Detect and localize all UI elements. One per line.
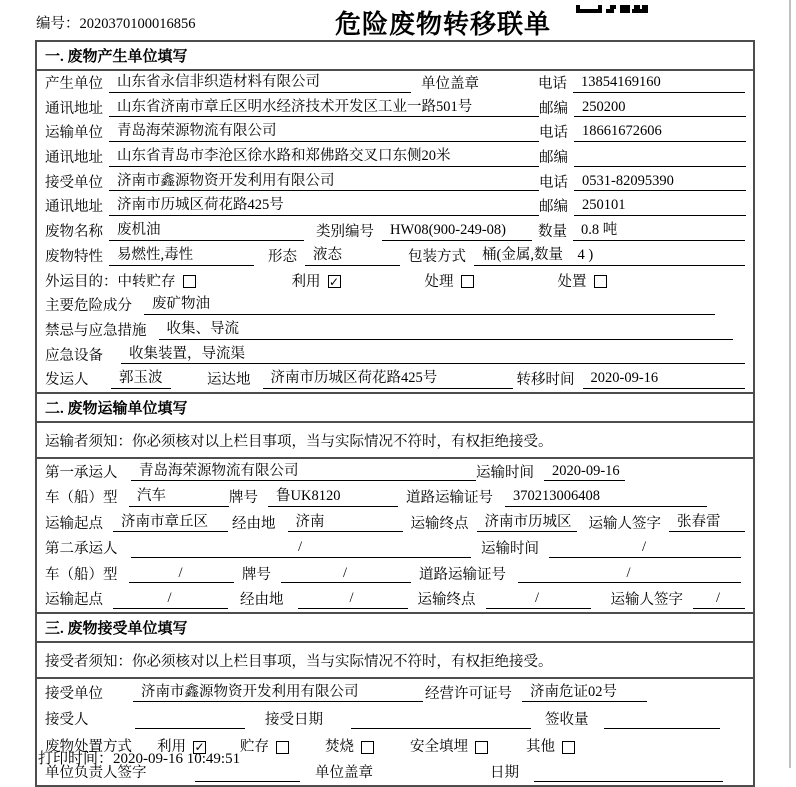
quantity-label: 数量 <box>538 224 567 241</box>
carrier2-value: / <box>131 539 471 558</box>
destination-label: 运达地 <box>207 372 251 389</box>
plate-label: 牌号 <box>229 490 258 507</box>
seal-label: 单位盖章 <box>421 76 479 93</box>
row-route2 <box>37 586 753 612</box>
received-qty-value <box>604 727 721 729</box>
accept-date-value <box>351 727 531 729</box>
field-label: 接受单位 <box>45 685 103 702</box>
disposal-option-other <box>526 739 575 756</box>
zip-label: 邮编 <box>539 150 568 167</box>
checkbox-incinerate-icon <box>361 741 374 754</box>
plate-value: / <box>281 565 411 584</box>
field-label: 废物特性 <box>45 248 103 265</box>
business-license-label: 经营许可证号 <box>425 685 512 702</box>
field-label: 废物名称 <box>45 224 103 241</box>
field-label: 第二承运人 <box>45 541 118 558</box>
disposal-label: 废物处置方式 <box>45 738 132 755</box>
route2-start-value: / <box>113 590 228 609</box>
purpose-label: 外运目的： <box>45 273 118 290</box>
road-license-label: 道路运输证号 <box>406 490 493 507</box>
option-label: 焚烧 <box>325 738 354 755</box>
form-value: 液态 <box>305 247 400 266</box>
field-label: 车（船）型 <box>45 490 118 507</box>
row-route1 <box>37 510 753 536</box>
field-label: 通讯地址 <box>45 199 103 216</box>
receiver-zip-value: 250101 <box>574 197 746 216</box>
checkbox-other-icon <box>562 741 575 754</box>
print-time-label: 打印时间： <box>38 751 114 767</box>
row-transport-address <box>37 145 753 170</box>
packing-label: 包装方式 <box>408 248 466 265</box>
section-receiver-title: 三. 废物接受单位填写 <box>37 614 753 643</box>
carrier-sign-value: 张春雷 <box>669 514 745 533</box>
accept-person-value <box>135 727 245 729</box>
accept-date-label: 接受日期 <box>265 712 323 729</box>
route-end-label: 运输终点 <box>410 515 469 532</box>
row-hazard-components <box>37 293 753 318</box>
producer-unit-value: 山东省永信非织造材料有限公司 <box>109 74 411 93</box>
field-label: 运输起点 <box>45 515 103 532</box>
carrier2-time-value: / <box>549 539 741 558</box>
row-accept-unit <box>37 679 753 706</box>
row-vehicle2 <box>37 561 753 587</box>
transport-address-value: 山东省青岛市李沧区徐水路和郑佛路交叉口东侧20米 <box>109 148 539 167</box>
purpose-option-dispose <box>558 274 607 291</box>
field-label: 接受人 <box>45 712 89 729</box>
row-carrier2 <box>37 535 753 561</box>
option-label: 安全填埋 <box>410 738 468 755</box>
serial-value: 2020370100016856 <box>79 16 196 32</box>
receiver-phone-value: 0531-82095390 <box>574 173 746 192</box>
field-label: 产生单位 <box>45 76 103 93</box>
checkbox-treat-icon <box>461 275 474 288</box>
phone-label: 电话 <box>539 125 568 142</box>
option-label: 利用 <box>291 273 321 290</box>
transfer-time-label: 转移时间 <box>516 372 575 389</box>
row-producer-address <box>37 96 753 121</box>
responsible-sign-value <box>195 780 300 782</box>
plate-label: 牌号 <box>242 566 271 583</box>
row-carrier1 <box>37 459 753 485</box>
field-label: 第一承运人 <box>45 464 118 481</box>
vehicle2-type-value: / <box>129 565 234 584</box>
field-label: 禁忌与应急措施 <box>45 322 147 339</box>
road-license-label: 道路运输证号 <box>419 566 506 583</box>
category-value: HW08(900-249-08) <box>382 222 532 241</box>
print-time-value: 2020-09-16 10:49:51 <box>113 751 241 767</box>
receiver-notice: 接受者须知：你必须核对以上栏目事项，当与实际情况不符时，有权拒绝接受。 <box>37 643 753 679</box>
checkbox-utilize-icon: ✓ <box>328 274 340 289</box>
option-label: 处置 <box>557 273 587 290</box>
option-label: 利用 <box>157 738 186 755</box>
row-emergency-equipment <box>37 343 753 368</box>
route-end-value: / <box>486 590 591 609</box>
row-vehicle1 <box>37 484 753 510</box>
date-label: 日期 <box>490 765 519 782</box>
section-producer <box>37 42 753 392</box>
purpose-option-treat <box>425 274 474 291</box>
row-transfer-purpose <box>37 269 753 294</box>
waste-name-value: 废机油 <box>109 222 304 241</box>
row-dispatch <box>37 367 753 392</box>
producer-zip-value: 250200 <box>574 99 746 118</box>
transport-time-label: 运输时间 <box>481 541 539 558</box>
via-label: 经由地 <box>232 515 276 532</box>
receiver-address-value: 济南市历城区荷花路425号 <box>109 197 539 216</box>
row-waste-name <box>37 219 753 244</box>
via-value: / <box>298 590 408 609</box>
form-label: 形态 <box>268 248 297 265</box>
packing-value: 桶(金属,数量 4 ) <box>474 247 745 266</box>
field-label: 接受单位 <box>45 174 103 191</box>
equipment-value: 收集装置，导流渠 <box>121 346 745 365</box>
section-transport <box>37 392 753 612</box>
carrier-sign-value: / <box>693 590 745 609</box>
phone-label: 电话 <box>539 174 568 191</box>
dispatcher-value: 郭玉波 <box>111 370 171 389</box>
row-receiver-unit <box>37 170 753 195</box>
field-label: 车（船）型 <box>45 566 118 583</box>
row-transport-unit <box>37 120 753 145</box>
zip-label: 邮编 <box>539 100 568 117</box>
option-label: 其他 <box>526 738 555 755</box>
option-label: 贮存 <box>240 738 269 755</box>
producer-address-value: 山东省济南市章丘区明水经济技术开发区工业一路501号 <box>109 99 539 118</box>
phone-label: 电话 <box>538 76 567 93</box>
carrier-sign-label: 运输人签字 <box>610 592 683 609</box>
field-label: 主要危险成分 <box>45 298 132 315</box>
field-label: 通讯地址 <box>45 100 103 117</box>
route1-start-value: 济南市章丘区 <box>113 514 228 533</box>
received-qty-label: 签收量 <box>545 712 589 729</box>
road-license-value: / <box>518 565 741 584</box>
disposal-option-incinerate <box>325 739 374 756</box>
checkbox-utilize-icon: ✓ <box>194 740 205 755</box>
purpose-option-storage <box>118 274 196 291</box>
plate-value: 鲁UK8120 <box>268 488 398 507</box>
producer-phone-value: 13854169160 <box>573 74 745 93</box>
transfer-manifest-form <box>35 40 755 787</box>
route-end-label: 运输终点 <box>417 592 476 609</box>
row-accept-person <box>37 705 753 732</box>
transport-phone-value: 18661672606 <box>574 123 746 142</box>
transport-zip-value <box>574 165 746 167</box>
via-label: 经由地 <box>240 592 284 609</box>
carrier1-value: 青岛海荣源物流有限公司 <box>131 463 476 482</box>
route-end-value: 济南市历城区 <box>477 514 577 533</box>
option-label: 中转贮存 <box>117 273 176 290</box>
row-receiver-address <box>37 194 753 219</box>
destination-value: 济南市历城区荷花路425号 <box>263 370 513 389</box>
purpose-option-utilize <box>292 274 341 291</box>
category-label: 类别编号 <box>316 224 374 241</box>
carrier1-time-value: 2020-09-16 <box>544 463 625 482</box>
road-license-value: 370213006408 <box>505 488 707 507</box>
print-time <box>38 747 240 768</box>
field-label: 应急设备 <box>45 347 103 364</box>
accept-unit-value: 济南市鑫源物资开发利用有限公司 <box>133 684 423 703</box>
window-edge-divider <box>789 0 791 768</box>
field-label: 发运人 <box>45 372 89 389</box>
row-waste-attributes <box>37 244 753 269</box>
business-license-value: 济南危证02号 <box>522 684 647 703</box>
checkbox-landfill-icon <box>475 741 488 754</box>
transport-unit-value: 青岛海荣源物流有限公司 <box>109 123 539 142</box>
date-value <box>534 780 723 782</box>
page-title: 危险废物转移联单 <box>334 10 551 39</box>
hazard-value: 废矿物油 <box>144 296 715 315</box>
transfer-time-value: 2020-09-16 <box>583 370 746 389</box>
checkbox-storage-icon <box>183 275 196 288</box>
field-label: 运输单位 <box>45 125 103 142</box>
serial-label: 编号： <box>36 16 80 32</box>
via-value: 济南 <box>288 514 403 533</box>
vehicle1-type-value: 汽车 <box>129 488 229 507</box>
transport-notice: 运输者须知：你必须核对以上栏目事项，当与实际情况不符时，有权拒绝接受。 <box>37 423 753 459</box>
carrier-sign-label: 运输人签字 <box>588 515 661 532</box>
row-producer-unit <box>37 71 753 96</box>
qr-code-icon <box>576 0 648 18</box>
taboo-value: 收集、导流 <box>159 321 734 340</box>
checkbox-dispose-icon <box>594 275 607 288</box>
quantity-value: 0.8 吨 <box>573 222 745 241</box>
field-label: 通讯地址 <box>45 150 103 167</box>
transport-time-label: 运输时间 <box>476 464 534 481</box>
checkbox-storage-icon <box>276 741 289 754</box>
waste-attr-value: 易燃性,毒性 <box>109 247 254 266</box>
section-transport-title: 二. 废物运输单位填写 <box>37 394 753 423</box>
field-label: 单位负责人签字 <box>45 765 147 782</box>
zip-label: 邮编 <box>539 199 568 216</box>
disposal-option-landfill <box>410 739 488 756</box>
receiver-unit-value: 济南市鑫源物资开发利用有限公司 <box>109 173 539 192</box>
field-label: 运输起点 <box>45 592 103 609</box>
disposal-option-storage <box>240 739 289 756</box>
row-taboo-measures <box>37 318 753 343</box>
section-producer-title: 一. 废物产生单位填写 <box>37 42 753 71</box>
unit-seal-label: 单位盖章 <box>315 765 373 782</box>
option-label: 处理 <box>424 273 454 290</box>
